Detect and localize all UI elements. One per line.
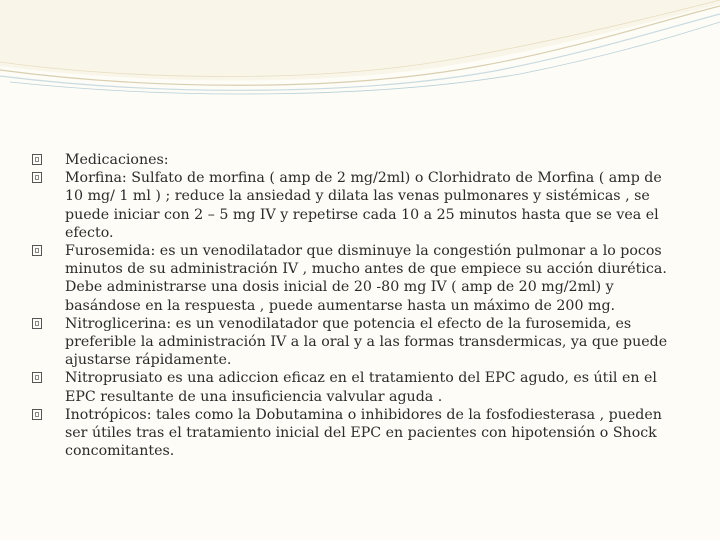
bullet-item xyxy=(32,406,682,461)
bullet-box-icon xyxy=(32,245,42,256)
bullet-text: Medicaciones: xyxy=(65,152,169,168)
decorative-wave-fill xyxy=(0,0,720,81)
bullet-box-icon xyxy=(32,172,42,183)
bullet-box-icon xyxy=(32,154,42,165)
bullet-text: Nitroprusiato es una adiccion eficaz en el tratamiento del EPC agudo, es útil en el EPC resultante de una insuficiencia valvular aguda . xyxy=(65,370,657,405)
medications-bullet-list xyxy=(32,151,682,460)
bullet-item xyxy=(32,315,682,370)
bullet-text: Nitroglicerina: es un venodilatador que potencia el efecto de la furosemida, es preferible la administración IV a la oral y a las formas transdermicas, ya que puede ajustarse rápidamente. xyxy=(65,315,668,369)
bullet-text: Inotrópicos: tales como la Dobutamina o inhibidores de la fosfodiesterasa , pueden ser útiles tras el tratamiento inicial del EPC en pacientes con hipotensión o Shock concomitantes. xyxy=(65,406,662,460)
bullet-item xyxy=(32,242,682,315)
bullet-box-icon xyxy=(32,372,42,383)
bullet-text: Furosemida: es un venodilatador que disminuye la congestión pulmonar a lo pocos minutos de su administración IV , mucho antes de que empiece su acción diurética. Debe administrarse una dosis inicial de 20 -80 mg IV ( amp de 20 mg/2ml) y basándose en la respuesta , puede aumentarse hasta un máximo de 200 mg. xyxy=(65,243,667,314)
bullet-item xyxy=(32,169,682,242)
bullet-text: Morfina: Sulfato de morfina ( amp de 2 mg/2ml) o Clorhidrato de Morfina ( amp de 10 mg/ 1 ml ) ; reduce la ansiedad y dilata las venas pulmonares y sistémicas , se puede iniciar con 2 – 5 mg IV y repetirse cada 10 a 25 minutos hasta que se vea el efecto. xyxy=(65,170,662,241)
bullet-box-icon xyxy=(32,318,42,329)
bullet-item xyxy=(32,369,682,405)
header-decoration xyxy=(0,0,720,110)
bullet-box-icon xyxy=(32,409,42,420)
bullet-item xyxy=(32,151,682,169)
